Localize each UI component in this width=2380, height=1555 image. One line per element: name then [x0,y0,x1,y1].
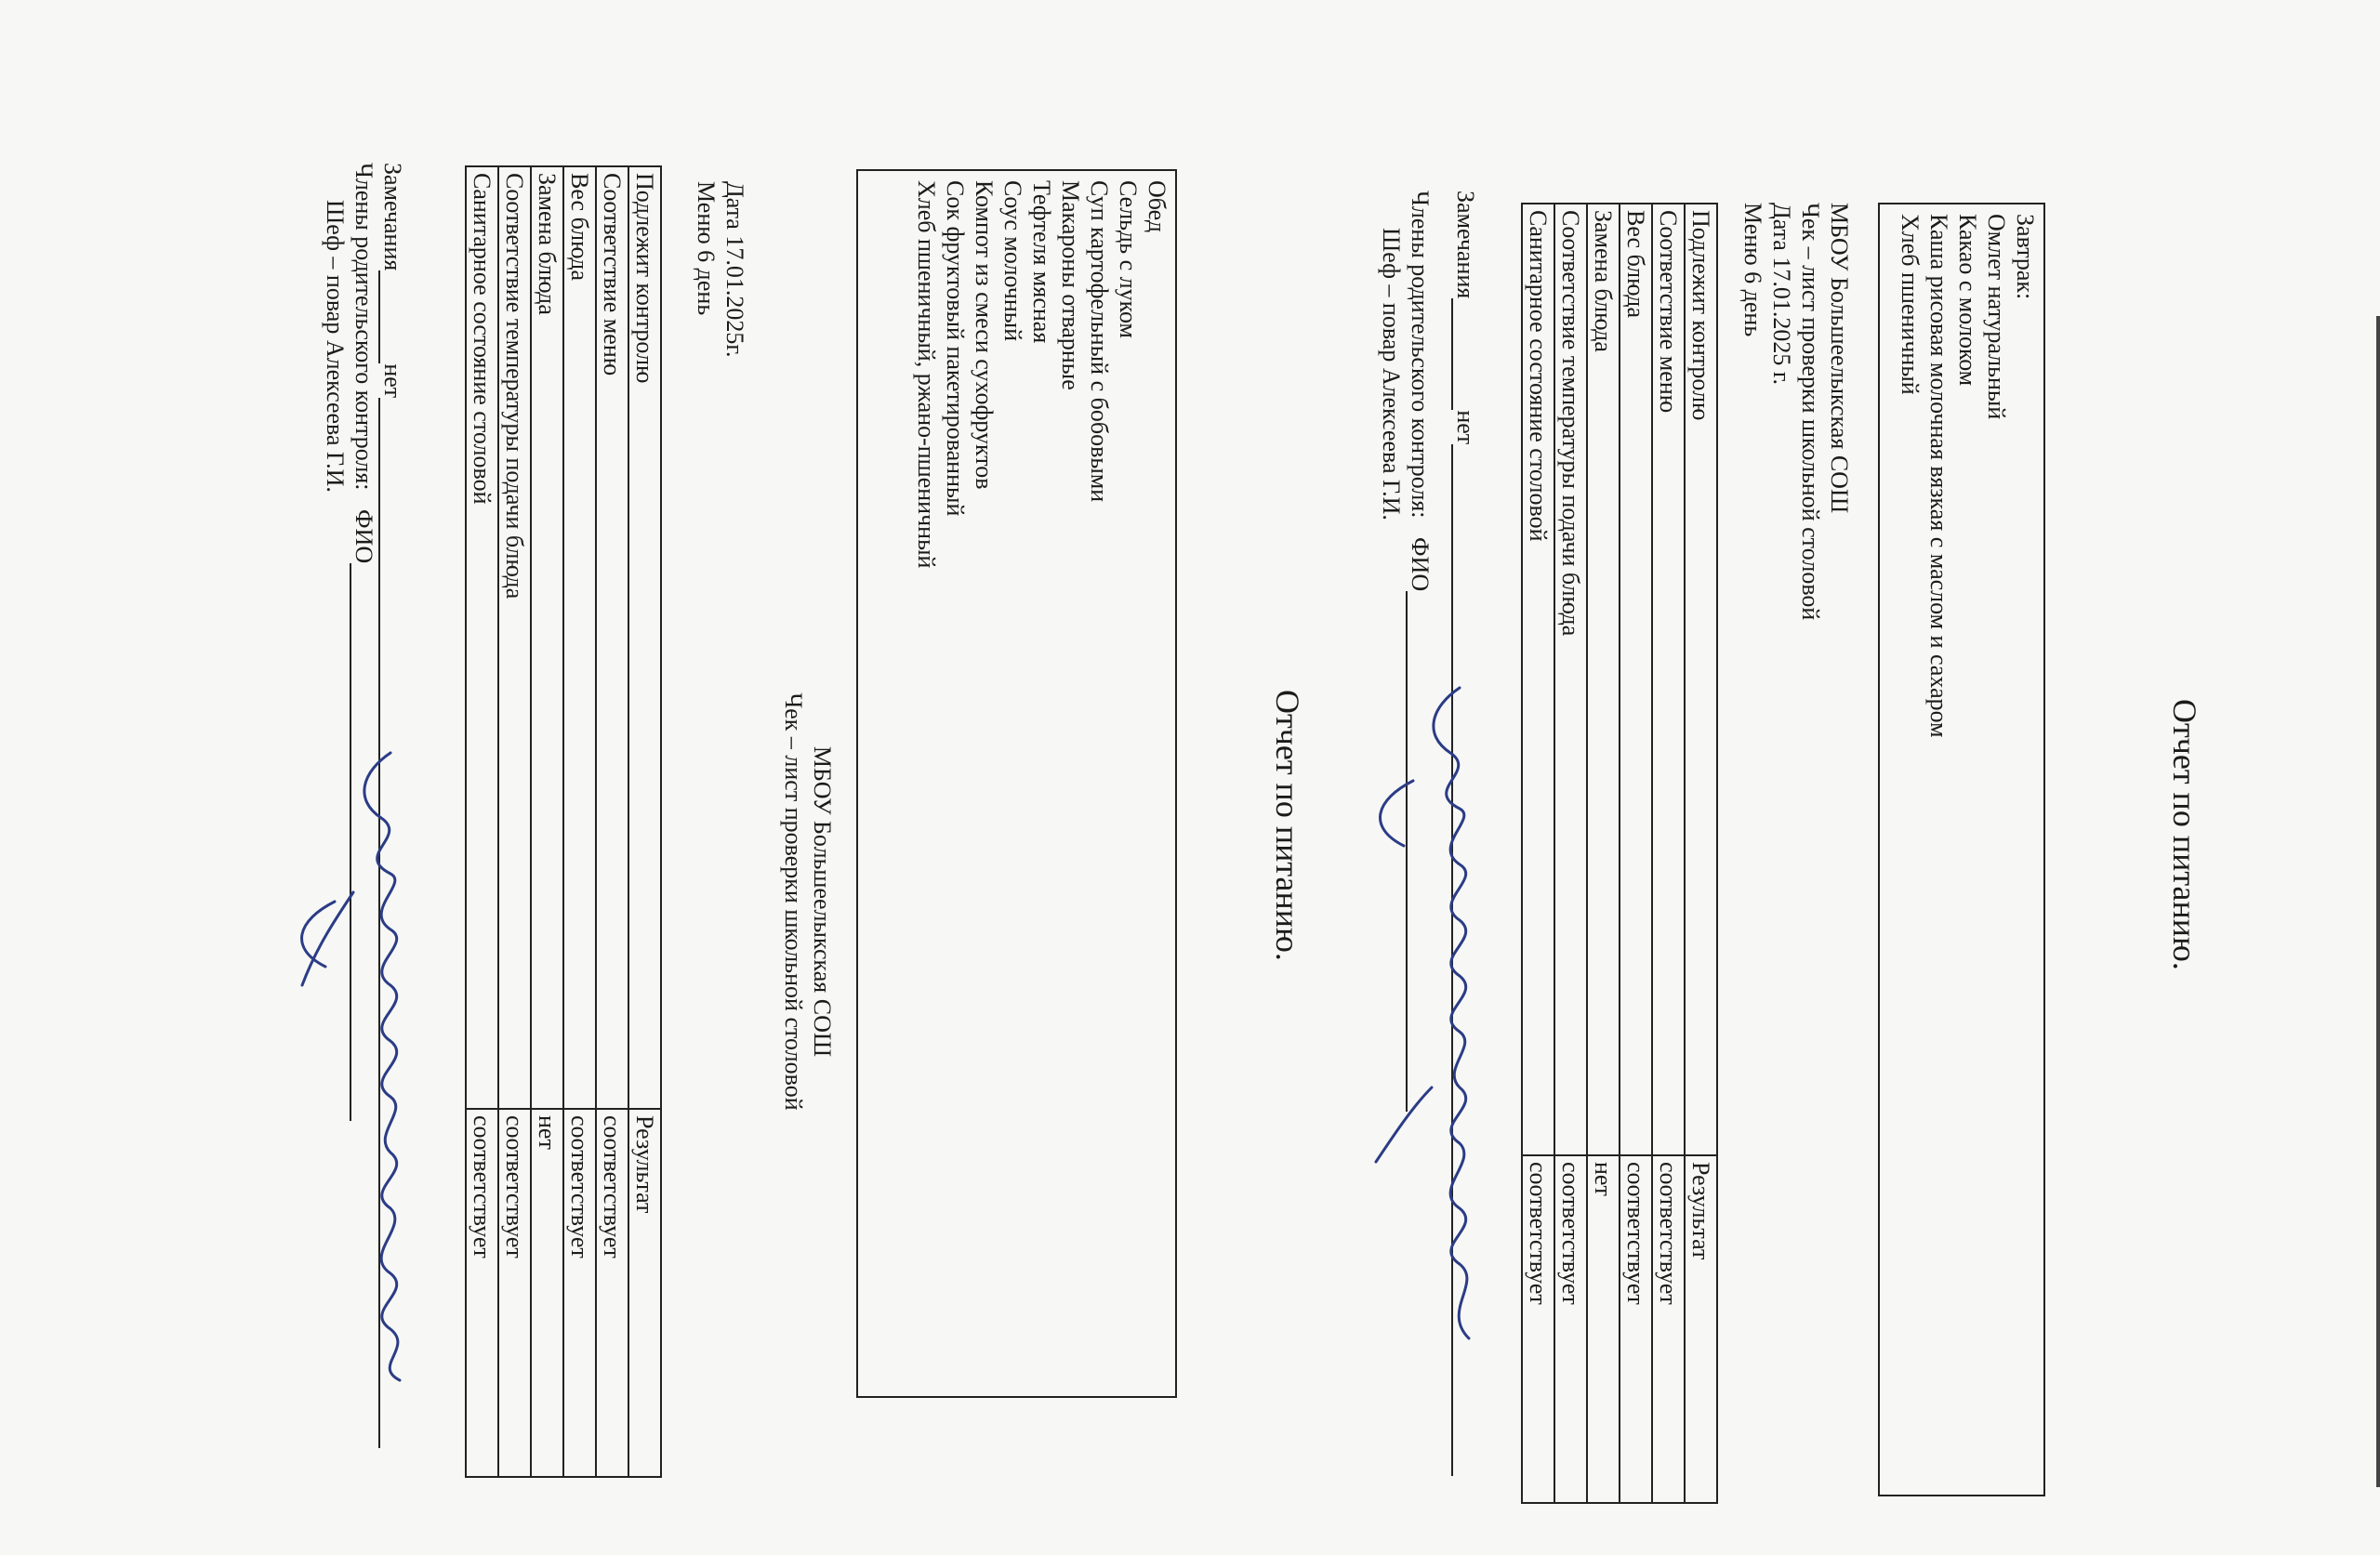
table-cell: соответствует [1554,1155,1587,1503]
breakfast-item: Каша рисовая молочная вязкая с маслом и сахаром [1925,214,1952,738]
breakfast-heading: Завтрак: [2012,214,2039,300]
table-row [1522,204,1554,1503]
breakfast-item: Омлет натуральный [1983,214,2010,420]
table-cell: нет [1587,1155,1620,1503]
table-cell: Вес блюда [563,166,596,1109]
table-row [563,166,596,1477]
table-cell: Соответствие меню [596,166,628,1109]
table-row [466,166,498,1477]
table-cell: Результат [628,1109,661,1477]
chef-line: Шеф – повар Алексеева Г.И. [1378,228,1405,521]
control-table-1 [1521,203,1718,1504]
fio-label: ФИО [1407,537,1434,592]
handwritten-signature [1320,669,1506,1357]
section2-date [692,181,749,358]
table-cell: соответствует [498,1109,531,1477]
menu-day: Меню 6 день [1739,203,1766,337]
table-cell: соответствует [596,1109,628,1477]
table-cell: соответствует [466,1109,498,1477]
school-name: МБОУ Большеелыкская СОШ [1826,203,1853,514]
table-cell: Подлежит контролю [1685,204,1717,1155]
table-cell: нет [531,1109,563,1477]
checklist-title: Чек – лист проверки школьной столовой [780,692,807,1111]
lunch-item: Хлеб пшеничный, ржано-пшеничный [913,180,940,569]
lunch-item: Макароны отварные [1057,180,1084,390]
table-row [498,166,531,1477]
handwritten-signature [251,734,446,1385]
lunch-item: Сок фруктовый пакетированный [942,180,969,517]
chef-line: Шеф – повар Алексеева Г.И. [322,200,349,493]
lunch-box [856,169,1177,1398]
table-row [1587,204,1620,1503]
breakfast-item: Хлеб пшеничный [1897,214,1924,395]
breakfast-item: Какао с молоком [1954,214,1981,387]
table-cell: Санитарное состояние столовой [1522,204,1554,1155]
table-cell: Вес блюда [1620,204,1652,1155]
breakfast-box [1878,203,2045,1496]
control-table-2 [465,165,662,1478]
check-date: Дата 17.01.2025 г. [1768,203,1795,386]
table-cell: соответствует [1522,1155,1554,1503]
lunch-item: Суп картофельный с бобовыми [1086,180,1113,503]
table-cell: соответствует [1652,1155,1685,1503]
page-edge [2376,316,2380,1487]
lunch-item: Соус молочный [999,180,1026,342]
remarks-value: нет [379,363,406,399]
school-name: МБОУ Большеелыкская СОШ [809,745,836,1058]
lunch-item: Тефтеля мясная [1028,180,1055,344]
table-cell: соответствует [1620,1155,1652,1503]
remarks-label: Замечания [1452,191,1479,299]
remarks-label: Замечания [379,163,406,271]
menu-day: Меню 6 день [693,181,720,316]
table-row [1652,204,1685,1503]
report-title: Отчет по питанию. [1269,690,1306,961]
table-row [1685,204,1717,1503]
table-cell: Подлежит контролю [628,166,661,1109]
table-row [1620,204,1652,1503]
table-cell: Замена блюда [531,166,563,1109]
table-cell: Результат [1685,1155,1717,1503]
table-row [596,166,628,1477]
section1-header [1739,203,1854,620]
report-title: Отчет по питанию. [2166,699,2203,970]
table-cell: соответствует [563,1109,596,1477]
parent-control-label: Члены родительского контроля: [350,163,377,491]
table-row [1554,204,1587,1503]
table-cell: Соответствие меню [1652,204,1685,1155]
check-date: Дата 17.01.2025г. [721,181,748,358]
table-cell: Санитарное состояние столовой [466,166,498,1109]
lunch-heading: Обед [1144,180,1170,233]
fio-label: ФИО [350,509,377,564]
parent-control-label: Члены родительского контроля: [1407,191,1434,519]
table-cell: Соответствие температуры подачи блюда [498,166,531,1109]
table-row [628,166,661,1477]
table-cell: Соответствие температуры подачи блюда [1554,204,1587,1155]
table-cell: Замена блюда [1587,204,1620,1155]
remarks-value: нет [1452,410,1479,445]
table-row [531,166,563,1477]
lunch-item: Сельдь с луком [1115,180,1142,338]
lunch-item: Компот из смеси сухофруктов [971,180,998,490]
checklist-title: Чек – лист проверки школьной столовой [1797,203,1824,621]
section2-header [779,623,837,1180]
